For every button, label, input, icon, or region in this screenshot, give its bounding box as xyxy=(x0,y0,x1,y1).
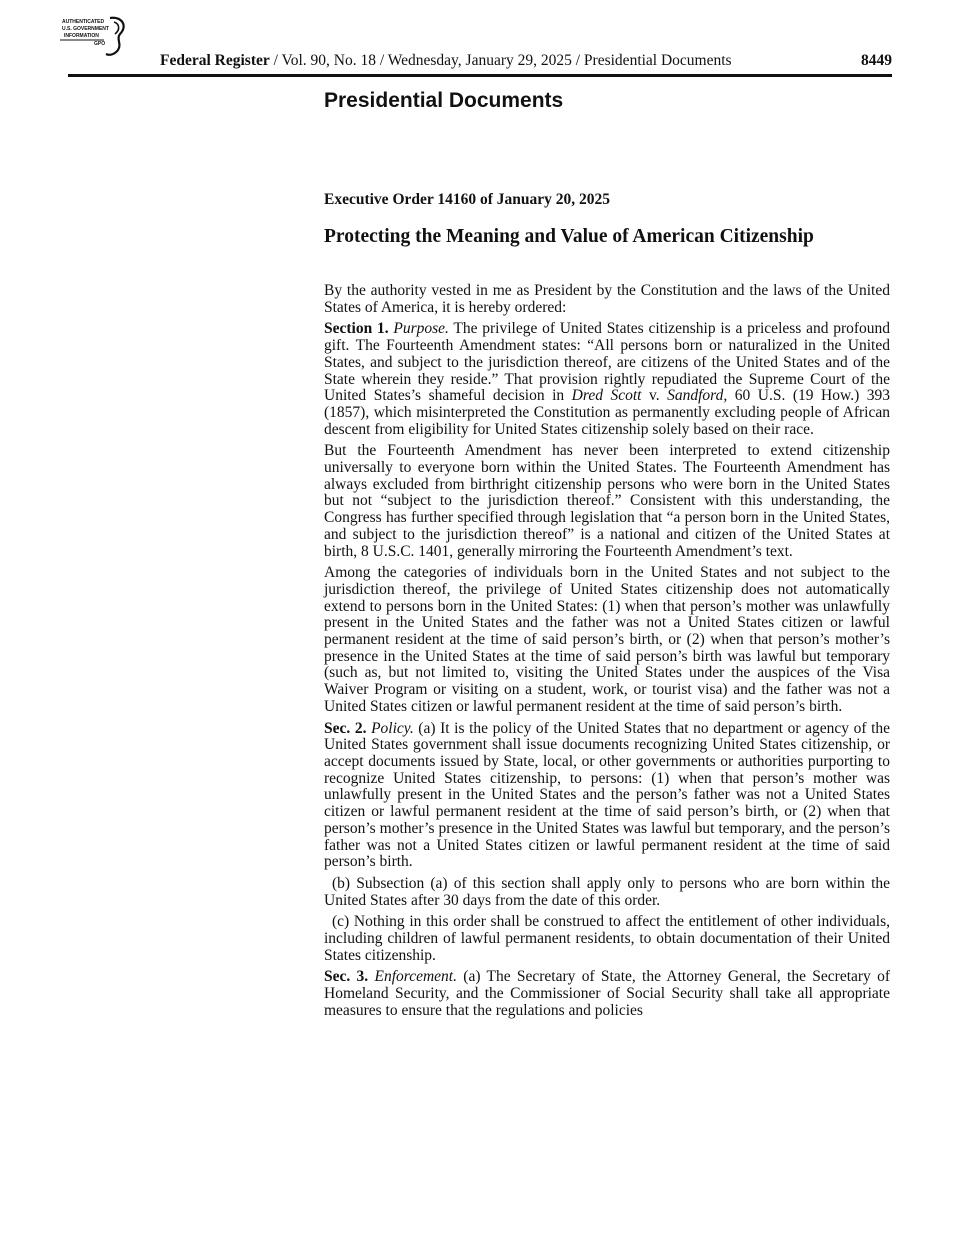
gpo-authenticated-logo xyxy=(60,14,132,58)
paragraph-3: Among the categories of individuals born in the United States and not subject to the jurisdiction thereof, the privilege of United States citizenship does not automatically extend to persons born in the United States: (1) when that person’s mother was unlawfully present in the United States and the father was not a United States citizen or lawful permanent resident at the time of said person’s birth, or (2) when that person’s mother’s presence in the United States at the time of said person’s birth was lawful but temporary (such as, but not limited to, visiting the United States under the auspices of the Visa Waiver Program or visiting on a student, work, or tourist visa) and the father was not a United States citizen or lawful permanent resident at the time of said person’s birth. xyxy=(324,564,890,715)
section-1-text-a: The privilege of United States citizenship is a priceless and profound gift. The Fourteenth Amendment states: “All persons born or naturalized in the United States, and subject to the jurisdiction thereof, are citizens of the United States and of the State wherein they reside.” That provision rightly repudiated the Supreme Court of the United States’s shameful decision in xyxy=(324,320,891,405)
page-number: 8449 xyxy=(861,52,892,69)
case-name-a: Dred Scott xyxy=(571,387,642,405)
section-2-text: (a) It is the policy of the United States that no department or agency of the United States government shall issue documents recognizing United States citizenship, or accept documents issued by State, local, or other governments or authorities purporting to recognize United States citizenship, to persons: (1) when that person’s mother was unlawfully present in the United States and the person’s father was not a United States citizen or lawful permanent resident at the time of said person’s birth, or (2) when that person’s mother’s presence in the United States was lawful but temporary, and the person’s father was not a United States citizen or lawful permanent resident at the time of said person’s birth. xyxy=(324,719,891,871)
running-head-text xyxy=(160,50,732,72)
section-2-subsection-c: (c) Nothing in this order shall be construed to affect the entitlement of other individuals, including children of lawful permanent residents, to obtain documentation of their United States citizenship. xyxy=(324,913,890,964)
section-1-label: Section 1. xyxy=(324,320,389,338)
executive-order-number: Executive Order 14160 of January 20, 2025 xyxy=(324,191,611,208)
section-3-label: Sec. 3. xyxy=(324,968,369,986)
intro-paragraph: By the authority vested in me as President by the Constitution and the laws of the United States of America, it is hereby ordered: xyxy=(324,282,890,316)
logo-text-authenticated: AUTHENTICATED xyxy=(62,19,105,25)
section-1-text-b: 60 U.S. (19 How.) 393 (1857), which misinterpreted the Constitution as permanently excluding people of African descent from eligibility for United States citizenship solely based on their race. xyxy=(324,387,890,438)
section-1-heading: Purpose. xyxy=(393,320,449,338)
logo-text-gpo: GPO xyxy=(94,41,106,47)
executive-order-title: Protecting the Meaning and Value of American Citizenship xyxy=(324,226,814,247)
running-head-publication: Federal Register xyxy=(160,52,270,69)
case-name-v: v. xyxy=(641,387,668,405)
running-head xyxy=(160,50,892,72)
section-2-heading: Policy. xyxy=(371,719,414,737)
paragraph-2: But the Fourteenth Amendment has never been interpreted to extend citizenship universally to everyone born within the United States. The Fourteenth Amendment has always excluded from birthright citizenship persons who were born in the United States but not “subject to the jurisdiction thereof.” Consistent with this understanding, the Congress has further specified through legislation that “a person born in the United States, and subject to the jurisdiction thereof” is a national and citizen of the United States at birth, 8 U.S.C. 1401, generally mirroring the Fourteenth Amendment’s text. xyxy=(324,442,890,560)
running-head-details: / Vol. 90, No. 18 / Wednesday, January 29, 2025 / Presidential Documents xyxy=(269,52,732,69)
section-2-subsection-b: (b) Subsection (a) of this section shall apply only to persons who are born within the United States after 30 days from the date of this order. xyxy=(324,874,890,909)
section-2-paragraph xyxy=(324,721,890,871)
section-3-paragraph xyxy=(324,969,890,1019)
section-3-heading: Enforcement. xyxy=(374,968,457,986)
section-1-paragraph xyxy=(324,321,890,438)
order-body xyxy=(324,283,890,1025)
logo-text-government: U.S. GOVERNMENT xyxy=(62,26,109,32)
section-2-label: Sec. 2. xyxy=(324,719,367,737)
section-title: Presidential Documents xyxy=(324,89,564,112)
logo-text-information: INFORMATION xyxy=(64,33,99,39)
section-3-text: (a) The Secretary of State, the Attorney General, the Secretary of Homeland Security, and the Commissioner of Social Security shall take all appropriate measures to ensure that the regulations and policies xyxy=(324,968,890,1019)
case-name-b: Sandford, xyxy=(667,387,728,405)
header-rule xyxy=(68,74,892,77)
